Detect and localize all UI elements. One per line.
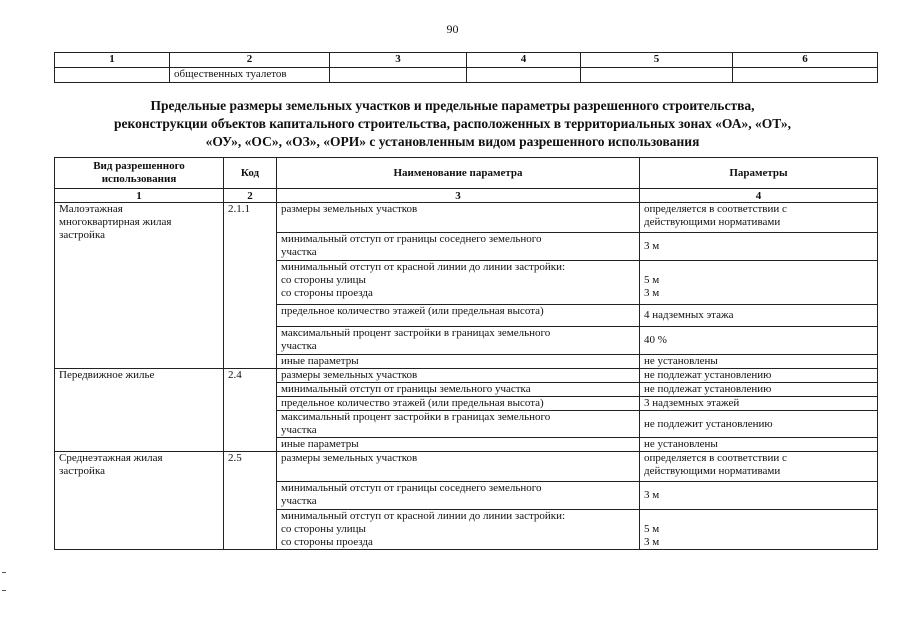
code-cell: 2.4 <box>224 369 277 452</box>
parameter-value-cell: 40 % <box>640 327 878 355</box>
section-title <box>0 97 905 151</box>
header-parameter-name: Наименование параметра <box>277 158 640 189</box>
header-use-type: Вид разрешенного использования <box>55 158 224 189</box>
col-number: 4 <box>640 189 878 203</box>
use-type-cell: Малоэтажная многоквартирная жилая застройка <box>55 203 224 369</box>
header-code: Код <box>224 158 277 189</box>
parameter-name-cell: иные параметры <box>277 438 640 452</box>
continuation-header-row <box>55 53 878 68</box>
table-cell: общественных туалетов <box>170 68 330 83</box>
parameter-name-cell: минимальный отступ от красной линии до линии застройки: со стороны улицы со стороны проезда <box>277 510 640 550</box>
col-number: 2 <box>224 189 277 203</box>
title-line: Предельные размеры земельных участков и предельные параметры разрешенного строительства, <box>150 98 755 113</box>
title-line: реконструкции объектов капитального строительства, расположенных в территориальных зонах «ОА», «ОТ», <box>113 116 792 131</box>
title-line: «ОУ», «ОС», «ОЗ», «ОРИ» с установленным видом разрешенного использования <box>205 134 700 149</box>
parameter-value-cell: не подлежат установлению <box>640 369 878 383</box>
parameter-name-cell: минимальный отступ от красной линии до линии застройки: со стороны улицы со стороны проезда <box>277 261 640 305</box>
parameter-name-cell: размеры земельных участков <box>277 203 640 233</box>
col-number: 5 <box>581 53 733 68</box>
col-number: 3 <box>277 189 640 203</box>
parameter-name-cell: иные параметры <box>277 355 640 369</box>
parameter-name-cell: максимальный процент застройки в границах земельного участка <box>277 411 640 438</box>
col-number: 2 <box>170 53 330 68</box>
page-number: 90 <box>446 22 459 36</box>
col-number: 1 <box>55 53 170 68</box>
parameter-value-cell: 3 м <box>640 233 878 261</box>
col-number: 1 <box>55 189 224 203</box>
col-number: 6 <box>733 53 878 68</box>
parameter-value-cell: не подлежит установлению <box>640 411 878 438</box>
continuation-row <box>55 68 878 83</box>
parameter-value-cell: 5 м 3 м <box>640 510 878 550</box>
col-number: 4 <box>467 53 581 68</box>
table-row <box>55 203 878 233</box>
continuation-table <box>54 52 878 83</box>
col-number: 3 <box>330 53 467 68</box>
parameter-name-cell: минимальный отступ от границы земельного участка <box>277 383 640 397</box>
parameter-name-cell: минимальный отступ от границы соседнего земельного участка <box>277 482 640 510</box>
parameter-value-cell: 4 надземных этажа <box>640 305 878 327</box>
margin-mark <box>2 572 6 573</box>
code-cell: 2.5 <box>224 452 277 550</box>
parameter-name-cell: размеры земельных участков <box>277 369 640 383</box>
parameter-value-cell: определяется в соответствии с действующими нормативами <box>640 203 878 233</box>
table-header-row <box>55 158 878 189</box>
parameter-value-cell: 5 м 3 м <box>640 261 878 305</box>
table-row <box>55 369 878 383</box>
parameter-value-cell: не подлежат установлению <box>640 383 878 397</box>
use-type-cell: Передвижное жилье <box>55 369 224 452</box>
table-body <box>55 203 878 550</box>
table-row <box>55 452 878 482</box>
column-numbers-row <box>55 189 878 203</box>
parameter-value-cell: определяется в соответствии с действующими нормативами <box>640 452 878 482</box>
parameter-value-cell: не установлены <box>640 355 878 369</box>
parameter-name-cell: размеры земельных участков <box>277 452 640 482</box>
parameter-value-cell: 3 надземных этажей <box>640 397 878 411</box>
use-type-cell: Среднеэтажная жилая застройка <box>55 452 224 550</box>
parameter-name-cell: минимальный отступ от границы соседнего земельного участка <box>277 233 640 261</box>
parameter-value-cell: 3 м <box>640 482 878 510</box>
header-parameters: Параметры <box>640 158 878 189</box>
parameters-table <box>54 157 878 550</box>
parameter-name-cell: предельное количество этажей (или предельная высота) <box>277 305 640 327</box>
parameter-value-cell: не установлены <box>640 438 878 452</box>
parameter-name-cell: максимальный процент застройки в границах земельного участка <box>277 327 640 355</box>
code-cell: 2.1.1 <box>224 203 277 369</box>
parameter-name-cell: предельное количество этажей (или предельная высота) <box>277 397 640 411</box>
margin-mark <box>2 590 6 591</box>
